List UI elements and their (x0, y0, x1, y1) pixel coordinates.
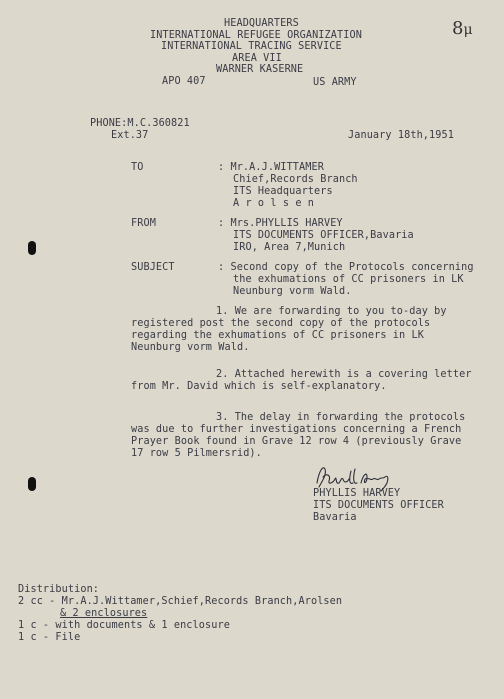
paragraph-1-line-4: Neunburg vorm Wald. (131, 342, 250, 353)
subject-line-3: Neunburg vorm Wald. (233, 286, 352, 297)
to-line-4: A r o l s e n (233, 198, 315, 209)
from-line-3: IRO, Area 7,Munich (233, 242, 346, 253)
header-organization: INTERNATIONAL REFUGEE ORGANIZATION (150, 30, 362, 41)
paragraph-3-line-4: 17 row 5 Pilmersrid). (131, 448, 262, 459)
subject-line-1: : Second copy of the Protocols concerning (218, 262, 474, 273)
letter-date: January 18th,1951 (348, 130, 454, 141)
to-label: TO (131, 162, 144, 173)
paragraph-2-line-2: from Mr. David which is self-explanatory. (131, 381, 387, 392)
from-line-2: ITS DOCUMENTS OFFICER,Bavaria (233, 230, 414, 241)
paragraph-3-line-2: was due to further investigations concerning a French (131, 424, 462, 435)
punch-hole-top (28, 241, 36, 255)
header-headquarters: HEADQUARTERS (224, 18, 299, 29)
header-area: AREA VII (232, 53, 282, 64)
signatory-region: Bavaria (313, 512, 357, 523)
paragraph-3-line-1: 3. The delay in forwarding the protocols (216, 412, 466, 423)
header-service: INTERNATIONAL TRACING SERVICE (161, 41, 342, 52)
phone-number: PHONE:M.C.360821 (90, 118, 190, 129)
paragraph-1-line-3: regarding the exhumations of CC prisoners in LK (131, 330, 424, 341)
from-label: FROM (131, 218, 156, 229)
phone-extension: Ext.37 (111, 130, 149, 141)
header-apo: APO 407 (162, 76, 206, 87)
header-army: US ARMY (313, 77, 357, 88)
distribution-label: Distribution: (18, 584, 100, 595)
page-number-mark: 8μ (452, 18, 473, 39)
punch-hole-bottom (28, 477, 36, 491)
to-line-2: Chief,Records Branch (233, 174, 358, 185)
paragraph-3-line-3: Prayer Book found in Grave 12 row 4 (previously Grave (131, 436, 462, 447)
distribution-line-4: 1 c - File (18, 632, 81, 643)
distribution-line-2: & 2 enclosures (60, 608, 148, 619)
signatory-name: PHYLLIS HARVEY (313, 488, 401, 499)
subject-line-2: the exhumations of CC prisoners in LK (233, 274, 464, 285)
signatory-title: ITS DOCUMENTS OFFICER (313, 500, 444, 511)
distribution-line-1: 2 cc - Mr.A.J.Wittamer,Schief,Records Branch,Arolsen (18, 596, 343, 607)
paragraph-1-line-1: 1. We are forwarding to you to-day by (216, 306, 447, 317)
header-kaserne: WARNER KASERNE (216, 64, 304, 75)
paragraph-1-line-2: registered post the second copy of the protocols (131, 318, 431, 329)
to-line-1: : Mr.A.J.WITTAMER (218, 162, 324, 173)
paragraph-2-line-1: 2. Attached herewith is a covering letter (216, 369, 472, 380)
from-line-1: : Mrs.PHYLLIS HARVEY (218, 218, 343, 229)
to-line-3: ITS Headquarters (233, 186, 333, 197)
distribution-line-3: 1 c - with documents & 1 enclosure (18, 620, 230, 631)
subject-label: SUBJECT (131, 262, 175, 273)
